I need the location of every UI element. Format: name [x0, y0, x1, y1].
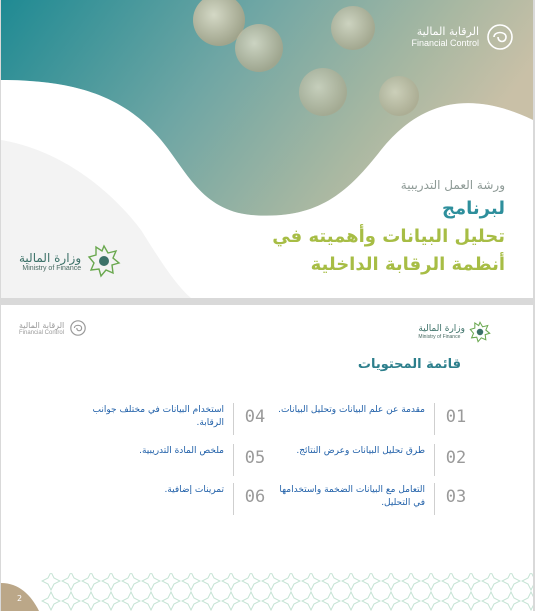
- toc-item-label: طرق تحليل البيانات وعرض النتائج.: [296, 446, 425, 456]
- toc-financial-control-en: Financial Control: [19, 329, 65, 336]
- toc-item-divider: [233, 403, 234, 435]
- toc-item-number: 02: [445, 448, 467, 468]
- toc-item[interactable]: [60, 483, 270, 517]
- cover-title-line-1: لبرنامج: [442, 198, 505, 219]
- ministry-en: Ministry of Finance: [22, 264, 82, 272]
- cover-title-line-2: تحليل البيانات وأهميته في: [272, 226, 505, 247]
- toc-item-label: استخدام البيانات في مختلف جوانب الرقابة.: [92, 405, 224, 428]
- toc-item-number: 06: [244, 487, 266, 507]
- toc-financial-control-emblem-icon: [69, 319, 87, 337]
- toc-item-divider: [233, 444, 234, 476]
- toc-item-divider: [233, 483, 234, 515]
- ministry-ar: وزارة المالية: [19, 250, 82, 265]
- toc-item-number: 03: [445, 487, 467, 507]
- financial-control-emblem-icon: [485, 22, 515, 52]
- toc-item[interactable]: [261, 483, 471, 517]
- financial-control-ar: الرقابة المالية: [416, 24, 479, 38]
- toc-item-number: 01: [445, 407, 467, 427]
- toc-item-divider: [434, 403, 435, 435]
- toc-item-label: التعامل مع البيانات الضخمة واستخدامها في التحليل.: [279, 485, 425, 508]
- toc-item-label: تمرينات إضافية.: [164, 485, 224, 495]
- financial-control-en: Financial Control: [411, 38, 479, 49]
- toc-page: [1, 305, 533, 611]
- toc-item[interactable]: [60, 403, 270, 437]
- toc-ministry-logo: [418, 321, 491, 343]
- toc-heading: قائمة المحتويات: [357, 357, 461, 372]
- toc-item[interactable]: [60, 444, 270, 478]
- toc-financial-control-logo: [19, 319, 87, 337]
- toc-item-label: ملخص المادة التدريبية.: [139, 446, 224, 456]
- ministry-emblem-icon: [87, 244, 121, 278]
- ministry-of-finance-logo: [19, 244, 121, 278]
- toc-item-label: مقدمة عن علم البيانات وتحليل البيانات.: [278, 405, 425, 415]
- financial-control-logo: [411, 22, 515, 52]
- cover-page: [1, 0, 533, 298]
- toc-item-number: 05: [244, 448, 266, 468]
- toc-ministry-en: Ministry of Finance: [418, 334, 461, 340]
- toc-item[interactable]: [261, 403, 471, 437]
- toc-item[interactable]: [261, 444, 471, 478]
- cover-title-line-3: أنظمة الرقابة الداخلية: [310, 254, 505, 275]
- page-number: 2: [17, 594, 23, 603]
- toc-item-number: 04: [244, 407, 266, 427]
- cover-subtitle: ورشة العمل التدريبية: [400, 178, 505, 192]
- toc-ministry-ar: وزارة المالية: [418, 324, 465, 334]
- toc-ministry-emblem-icon: [469, 321, 491, 343]
- toc-financial-control-ar: الرقابة المالية: [19, 320, 65, 330]
- toc-item-divider: [434, 483, 435, 515]
- footer-pattern: [1, 571, 533, 611]
- toc-item-divider: [434, 444, 435, 476]
